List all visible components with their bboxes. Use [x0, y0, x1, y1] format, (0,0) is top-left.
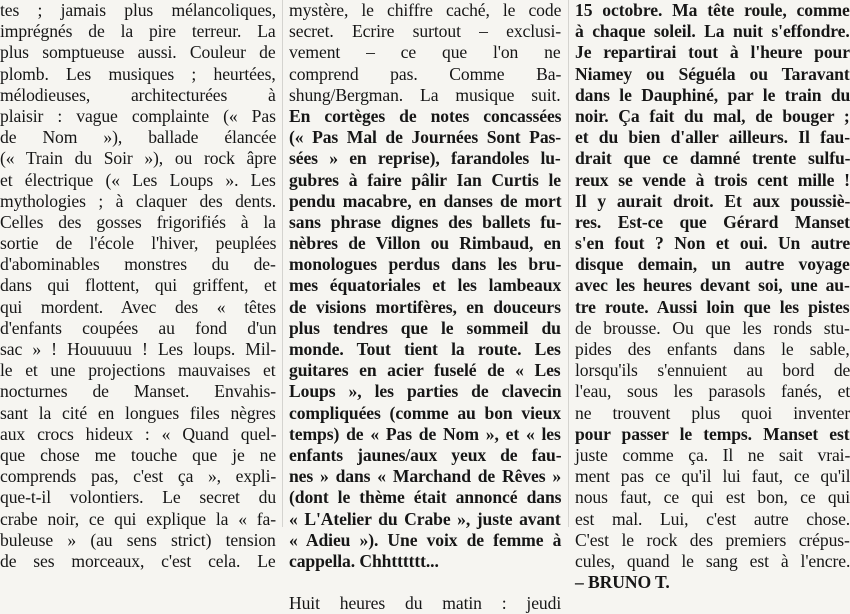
text-line: mystère, le chiffre caché, le code	[289, 0, 562, 20]
text-line: que-t-il volontiers. Le secret du	[0, 487, 277, 508]
text-line: mélodieuses, architecturées à	[0, 84, 276, 105]
text-line: guitares en acier fuselé de « Les	[289, 360, 561, 381]
text-line: sant la cité en longues files nègres	[0, 402, 276, 423]
text-line: gubres à faire pâlir Ian Curtis le	[289, 169, 562, 190]
text-line: pendu macabre, en danses de mort	[289, 190, 562, 211]
article-column-1	[0, 0, 277, 571]
text-line: ment pas ce qu'il lui faut, ce qu'il	[575, 466, 850, 487]
text-line: d'enfants coupées au fond d'un	[0, 317, 277, 338]
text-line: lorsqu'ils s'ennuient au bord de	[575, 360, 850, 381]
text-line: nes » dans « Marchand de Rêves »	[289, 466, 562, 487]
text-line: d'abominables monstres du de-	[0, 254, 276, 275]
text-line: « L'Atelier du Crabe », juste avant	[289, 508, 561, 529]
text-line: mes équatoriales et les lambeaux	[289, 275, 562, 296]
text-line: nocturnes de Manset. Envahis-	[0, 381, 277, 402]
text-line: de visions mortifères, en douceurs	[289, 296, 561, 317]
text-line: que chose me touche que je ne	[0, 444, 277, 465]
text-line: « Adieu »). Une voix de femme à	[289, 529, 562, 550]
text-line: shung/Bergman. La musique suit.	[289, 84, 561, 105]
text-line: buleuse » (au sens strict) tension	[0, 529, 276, 550]
text-line: (« Train du Soir »), ou rock âpre	[0, 148, 277, 169]
text-line: crabe noir, ce qui explique la « fa-	[0, 508, 277, 529]
text-line: nèbres de Villon ou Rimbaud, en	[289, 233, 561, 254]
text-line: temps) de « Pas de Nom », et « les	[289, 423, 561, 444]
text-line: pides des enfants dans le sable,	[575, 339, 850, 359]
text-line: monde. Tout tient la route. Les	[289, 339, 561, 359]
text-line: dans qui flottent, qui griffent, et	[0, 275, 277, 296]
text-line: (« Pas Mal de Journées Sont Pas-	[289, 127, 562, 148]
text-line: nous faut, ce qui est bon, ce qui	[575, 487, 850, 508]
text-line: disque demain, un autre voyage	[575, 254, 850, 275]
text-line: qui mordent. Avec des « têtes	[0, 296, 276, 317]
text-line	[289, 572, 561, 593]
text-line: plaisir : vague complainte (« Pas	[0, 105, 276, 126]
text-line: Loups », les parties de clavecin	[289, 381, 562, 402]
text-line: sées » en reprise), farandoles lu-	[289, 148, 561, 169]
text-line: Celles des gosses frigorifiés à la	[0, 211, 276, 232]
text-line: En cortèges de notes concassées	[289, 105, 562, 126]
text-line: drait que ce damné trente sulfu-	[575, 148, 850, 169]
text-line: (dont le thème était annoncé dans	[289, 487, 562, 508]
text-line: mythologies ; à claquer des dents.	[0, 190, 277, 211]
text-line: de brousse. Ou que les ronds stu-	[575, 317, 850, 338]
text-line: de Nom »), ballade élancée	[0, 127, 277, 148]
article-column-3	[575, 0, 850, 593]
text-line: aux crocs hideux : « Quand quel-	[0, 423, 277, 444]
text-line: sac » ! Houuuuu ! Les loups. Mil-	[0, 339, 277, 359]
text-line: res. Est-ce que Gérard Manset	[575, 211, 850, 232]
text-line: plus tendres que le sommeil du	[289, 317, 561, 338]
text-line: avec les heures devant soi, une au-	[575, 275, 850, 296]
text-line: et électrique (« Les Loups ». Les	[0, 169, 276, 190]
text-line: Niamey ou Séguéla ou Taravant	[575, 63, 850, 84]
text-line: comprends pas, c'est ça », expli-	[0, 466, 277, 487]
text-line: le et une projections mauvaises et	[0, 360, 276, 381]
text-line: s'en fout ? Non et oui. Un autre	[575, 233, 850, 254]
text-line: enfants jaunes/aux yeux de fau-	[289, 444, 562, 465]
text-line: monologues perdus dans les bru-	[289, 254, 562, 275]
text-line: pour passer le temps. Manset est	[575, 423, 850, 444]
text-line: sans phrase dignes des ballets fu-	[289, 211, 562, 232]
text-line: – BRUNO T.	[575, 572, 670, 593]
column-divider	[568, 0, 569, 527]
text-line: ne trouvent plus quoi inventer	[575, 402, 850, 423]
text-line: 15 octobre. Ma tête roule, comme	[575, 0, 850, 20]
article-column-2	[289, 0, 562, 614]
text-line: cules, quand le sang est à l'encre.	[575, 550, 850, 571]
text-line: Huit heures du matin : jeudi	[289, 593, 562, 614]
text-line: dans le Dauphiné, par le train du	[575, 84, 850, 105]
text-line: compliquées (comme au bon vieux	[289, 402, 561, 423]
text-line: noir. Ça fait du mal, de bouger ;	[575, 105, 850, 126]
text-line: juste comme ça. Il ne sait vrai-	[575, 444, 850, 465]
text-line: vement – ce que l'on ne	[289, 42, 561, 63]
text-line: plomb. Les musiques ; heurtées,	[0, 63, 276, 84]
text-line: tes ; jamais plus mélancoliques,	[0, 0, 277, 20]
text-line: cappella. Chhtttttt...	[289, 550, 439, 571]
column-divider	[282, 0, 283, 527]
text-line: tre route. Aussi loin que les pistes	[575, 296, 850, 317]
text-line: est mal. Lui, c'est autre chose.	[575, 508, 850, 529]
text-line: reux se vende à trois cent mille !	[575, 169, 850, 190]
text-line: sortie de l'école l'hiver, peuplées	[0, 233, 277, 254]
text-line: et du bien d'aller ailleurs. Il fau-	[575, 127, 850, 148]
text-line: Je repartirai tout à l'heure pour	[575, 42, 850, 63]
text-line: comprend pas. Comme Ba-	[289, 63, 562, 84]
text-line: C'est le rock des premiers crépus-	[575, 529, 850, 550]
text-line: Il y aurait droit. Et aux poussiè-	[575, 190, 850, 211]
text-line: de ses morceaux, c'est cela. Le	[0, 550, 276, 571]
text-line: secret. Ecrire surtout – exclusi-	[289, 21, 562, 42]
text-line: imprégnés de la pire terreur. La	[0, 21, 276, 42]
text-line: plus somptueuse aussi. Couleur de	[0, 42, 276, 63]
text-line: l'eau, sous les parasols fanés, et	[575, 381, 850, 402]
text-line: à chaque soleil. La nuit s'effondre.	[575, 21, 850, 42]
